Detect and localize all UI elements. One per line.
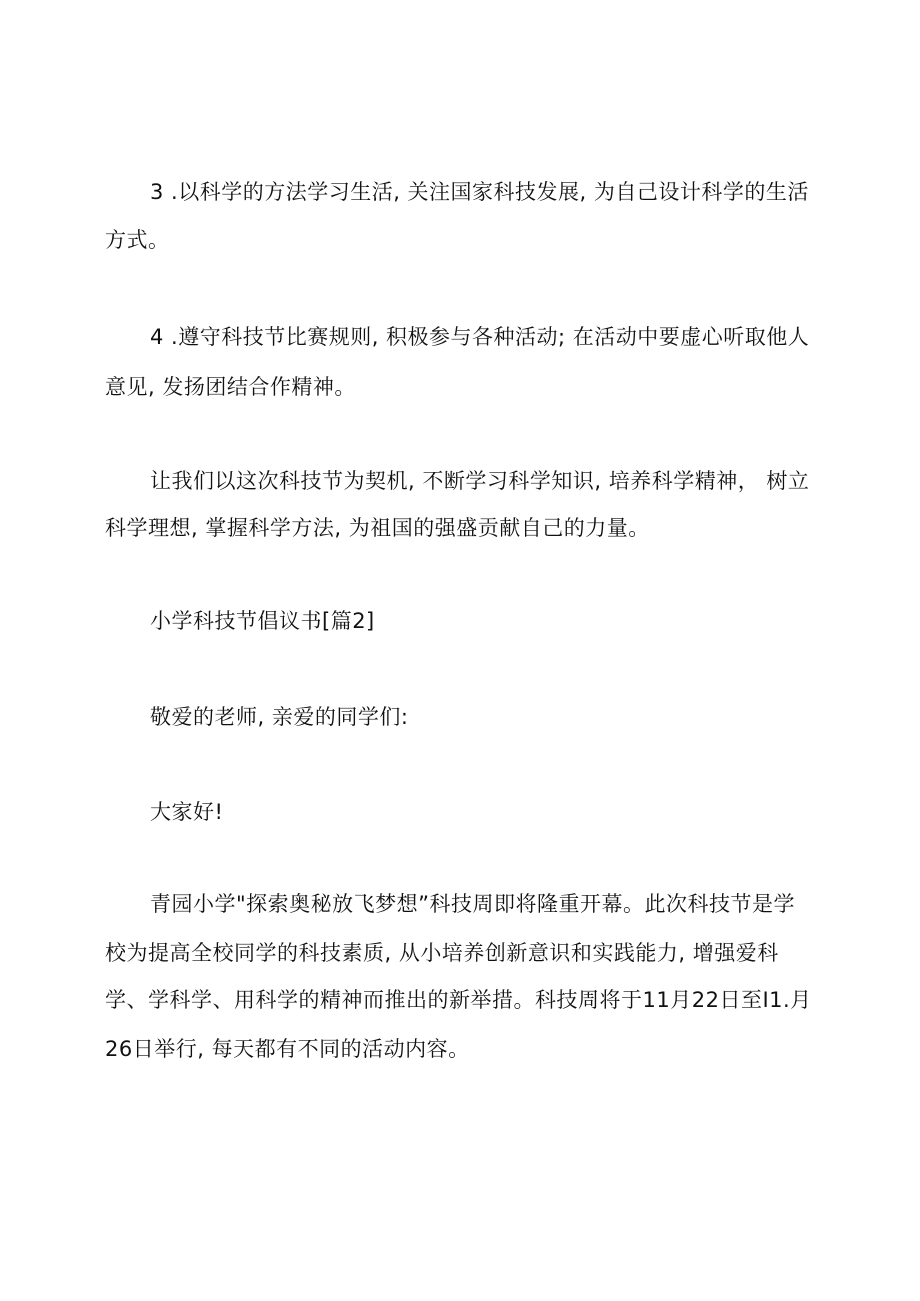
salutation: 敬爱的老师, 亲爱的同学们: — [150, 705, 409, 729]
greeting: 大家好! — [150, 800, 224, 824]
paragraph-2-line-2: 意见, 发扬团结合作精神。 — [105, 375, 356, 399]
paragraph-7-line-2: 校为提高全校同学的科技素质, 从小培养创新意识和实践能力, 增强爱科 — [105, 941, 779, 965]
paragraph-7-line-4: 26日举行, 每天都有不同的活动内容。 — [105, 1037, 470, 1061]
paragraph-1-line-1: 3 .以科学的方法学习生活, 关注国家科技发展, 为自己设计科学的生活 — [150, 180, 809, 204]
paragraph-1-line-2: 方式。 — [105, 228, 170, 252]
paragraph-2-line-1: 4 .遵守科技节比赛规则, 积极参与各种活动; 在活动中要虚心听取他人 — [150, 325, 810, 349]
paragraph-7-line-3: 学、学科学、用科学的精神而推出的新举措。科技周将于11月22日至I1.月 — [105, 988, 812, 1012]
paragraph-3-line-1: 让我们以这次科技节为契机, 不断学习科学知识, 培养科学精神， 树立 — [150, 469, 810, 493]
paragraph-3-line-2: 科学理想, 掌握科学方法, 为祖国的强盛贡献自己的力量。 — [105, 516, 650, 540]
paragraph-7-line-1: 青园小学"探索奥秘放飞梦想”科技周即将隆重开幕。此次科技节是学 — [150, 892, 796, 916]
section-heading: 小学科技节倡议书[篇2] — [150, 609, 375, 633]
